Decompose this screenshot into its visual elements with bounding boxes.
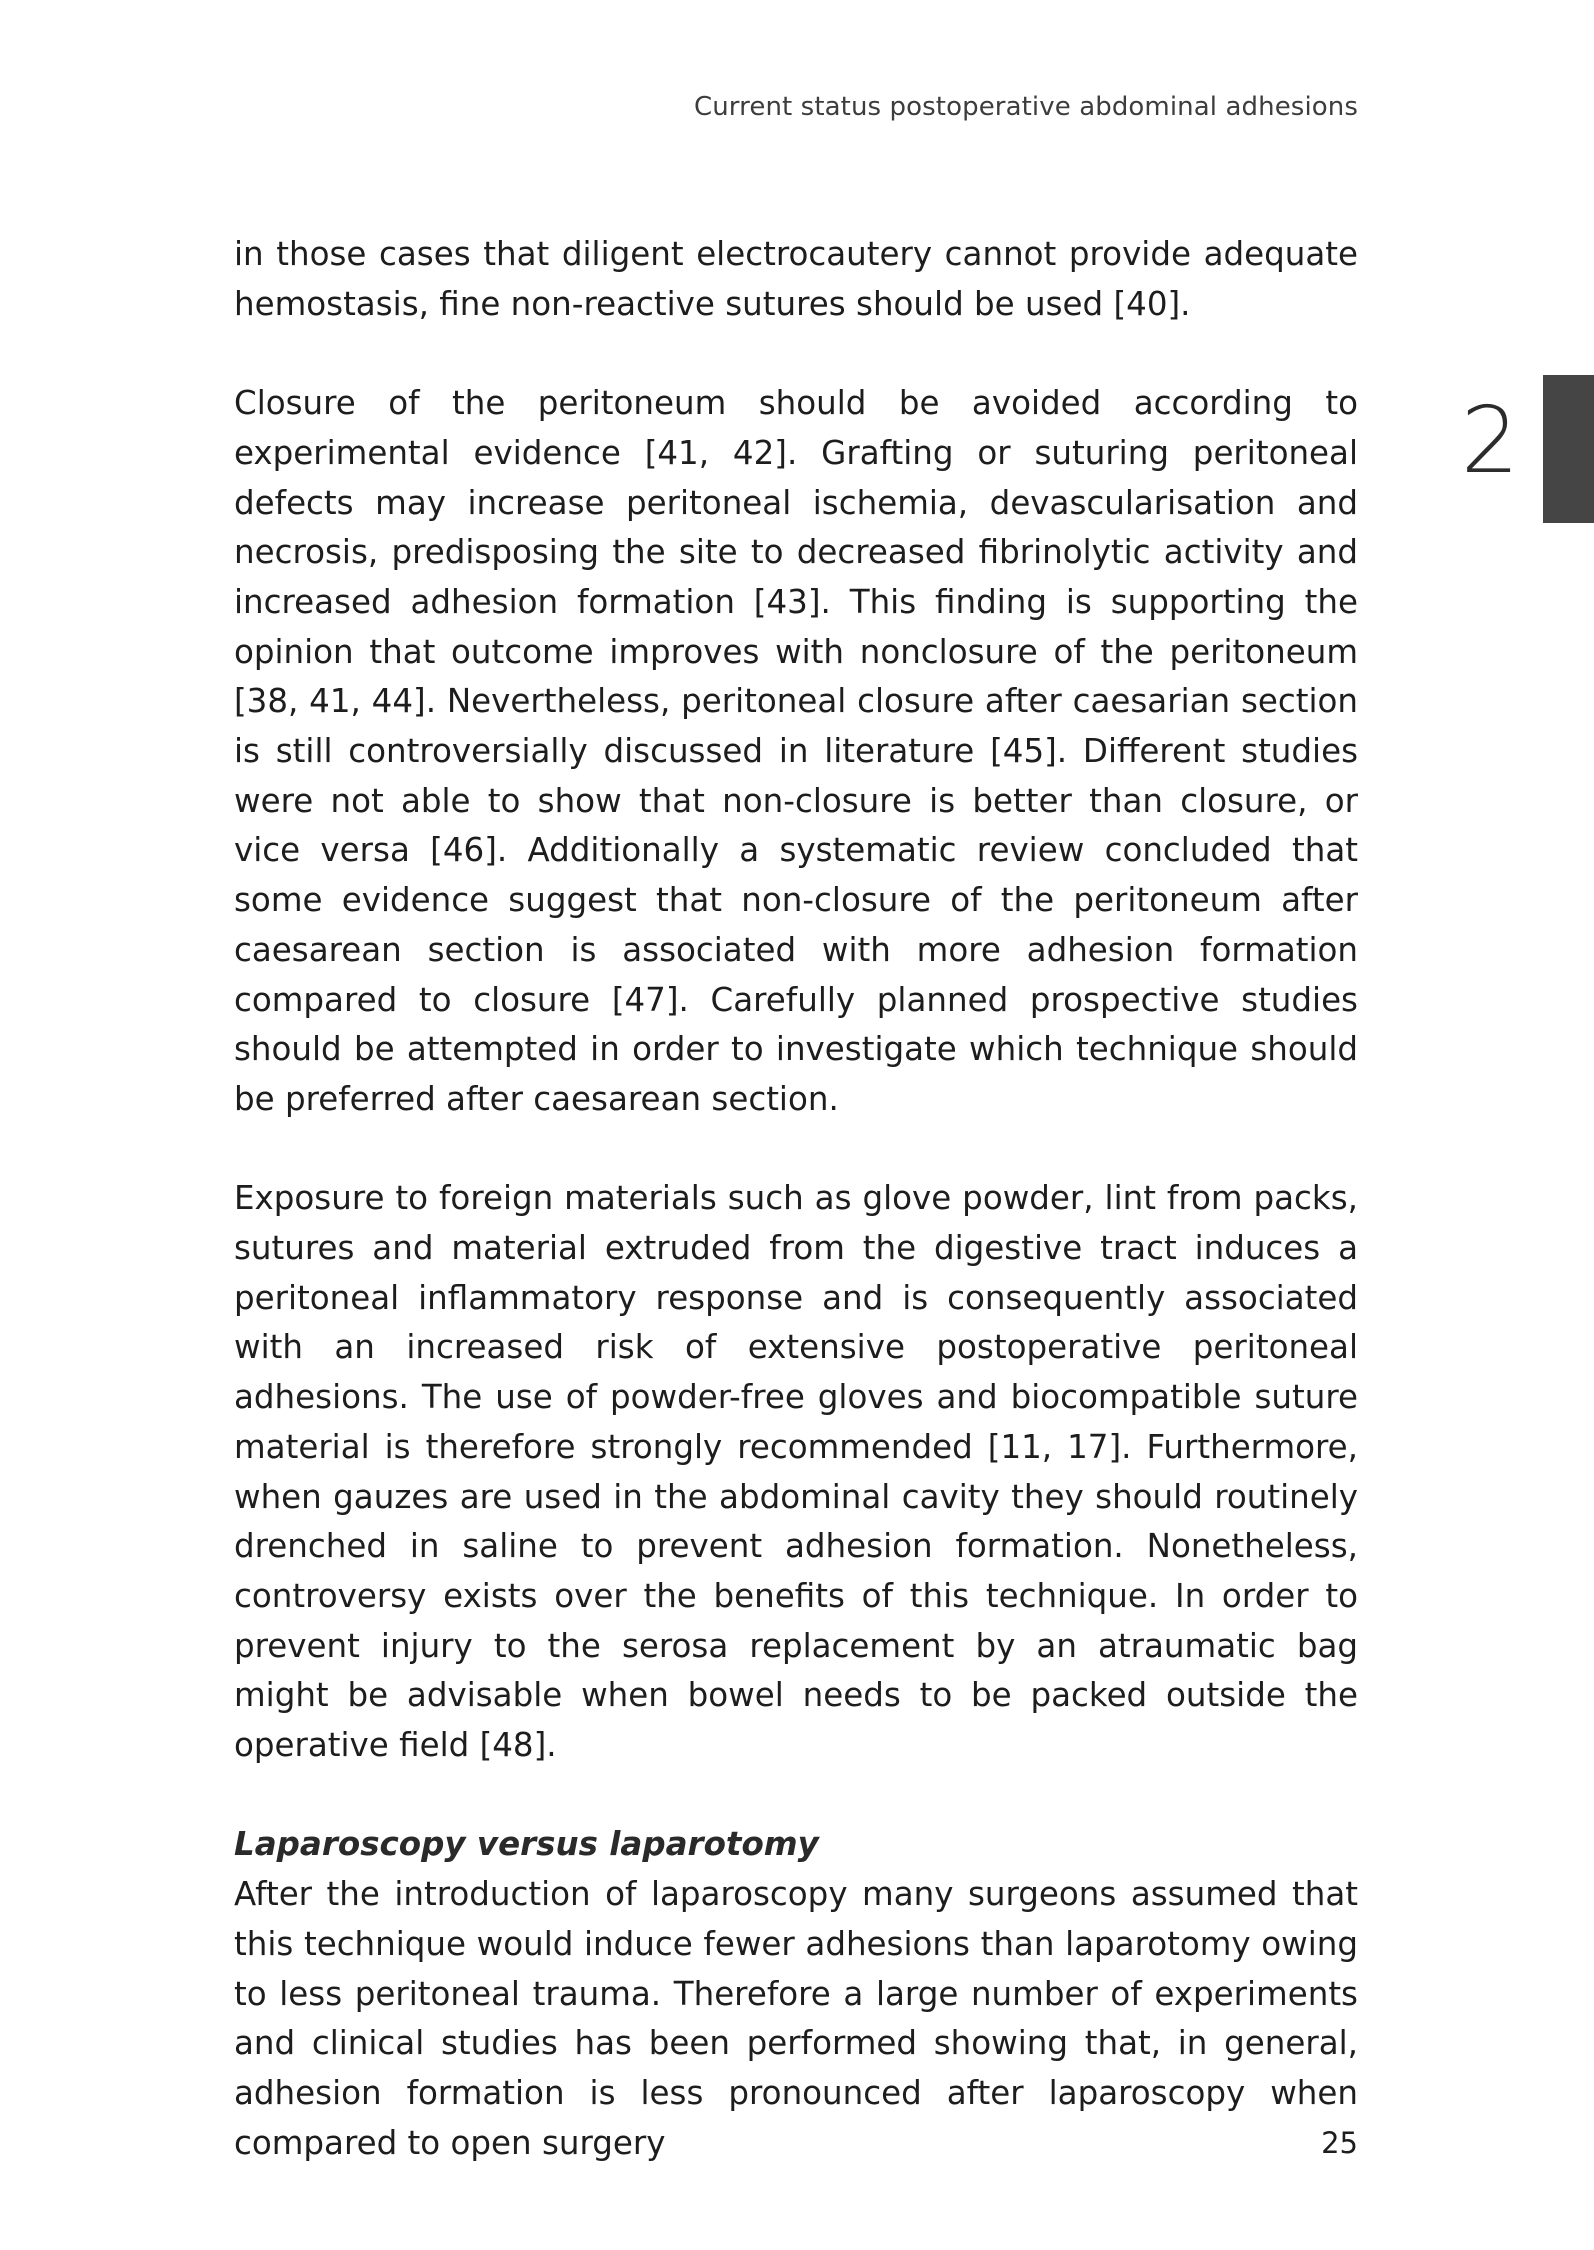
paragraph: Closure of the peritoneum should be avoided according to experimental evidence [41, 42]. Grafting or suturing peritoneal defects may increase peritoneal ischemia, devascularisation and necrosis, predisposing the site to decreased fibrinolytic activity and increased adhesion formation [43]. This finding is supporting the opinion that outcome improves with nonclosure of the peritoneum [38, 41, 44]. Nevertheless, peritoneal closure after caesarian section is still controversially discussed in literature [45]. Different studies were not able to show that non-closure is better than closure, or vice versa [46]. Additionally a systematic review concluded that some evidence suggest that non-closure of the peritoneum after caesarean section is associated with more adhesion formation compared to closure [47]. Carefully planned prospective studies should be attempted in order to investigate which technique should be preferred after caesarean section.	[234, 384, 1358, 1118]
running-header: Current status postoperative abdominal adhesions	[693, 92, 1358, 122]
section-subheading: Laparoscopy versus laparotomy	[234, 1825, 819, 1864]
paragraph: Exposure to foreign materials such as glove powder, lint from packs, sutures and material extruded from the digestive tract induces a peritoneal inflammatory response and is consequently associated with an increased risk of extensive postoperative peritoneal adhesions. The use of powder-free gloves and biocompatible suture material is therefore strongly recommended [11, 17]. Furthermore, when gauzes are used in the abdominal cavity they should routinely drenched in saline to prevent adhesion formation. Nonetheless, controversy exists over the benefits of this technique. In order to prevent injury to the serosa replacement by an atraumatic bag might be advisable when bowel needs to be packed outside the operative field [48].	[234, 1179, 1358, 1765]
chapter-number: 2	[1460, 387, 1520, 494]
body-text	[234, 230, 1358, 2168]
paragraph: in those cases that diligent electrocautery cannot provide adequate hemostasis, fine non-reactive sutures should be used [40].	[234, 235, 1358, 323]
chapter-tab	[1543, 375, 1594, 523]
page-number: 25	[1321, 2126, 1358, 2160]
paragraph: After the introduction of laparoscopy many surgeons assumed that this technique would induce fewer adhesions than laparotomy owing to less peritoneal trauma. Therefore a large number of experiments and clinical studies has been performed showing that, in general, adhesion formation is less pronounced after laparoscopy when compared to open surgery	[234, 1875, 1358, 2162]
